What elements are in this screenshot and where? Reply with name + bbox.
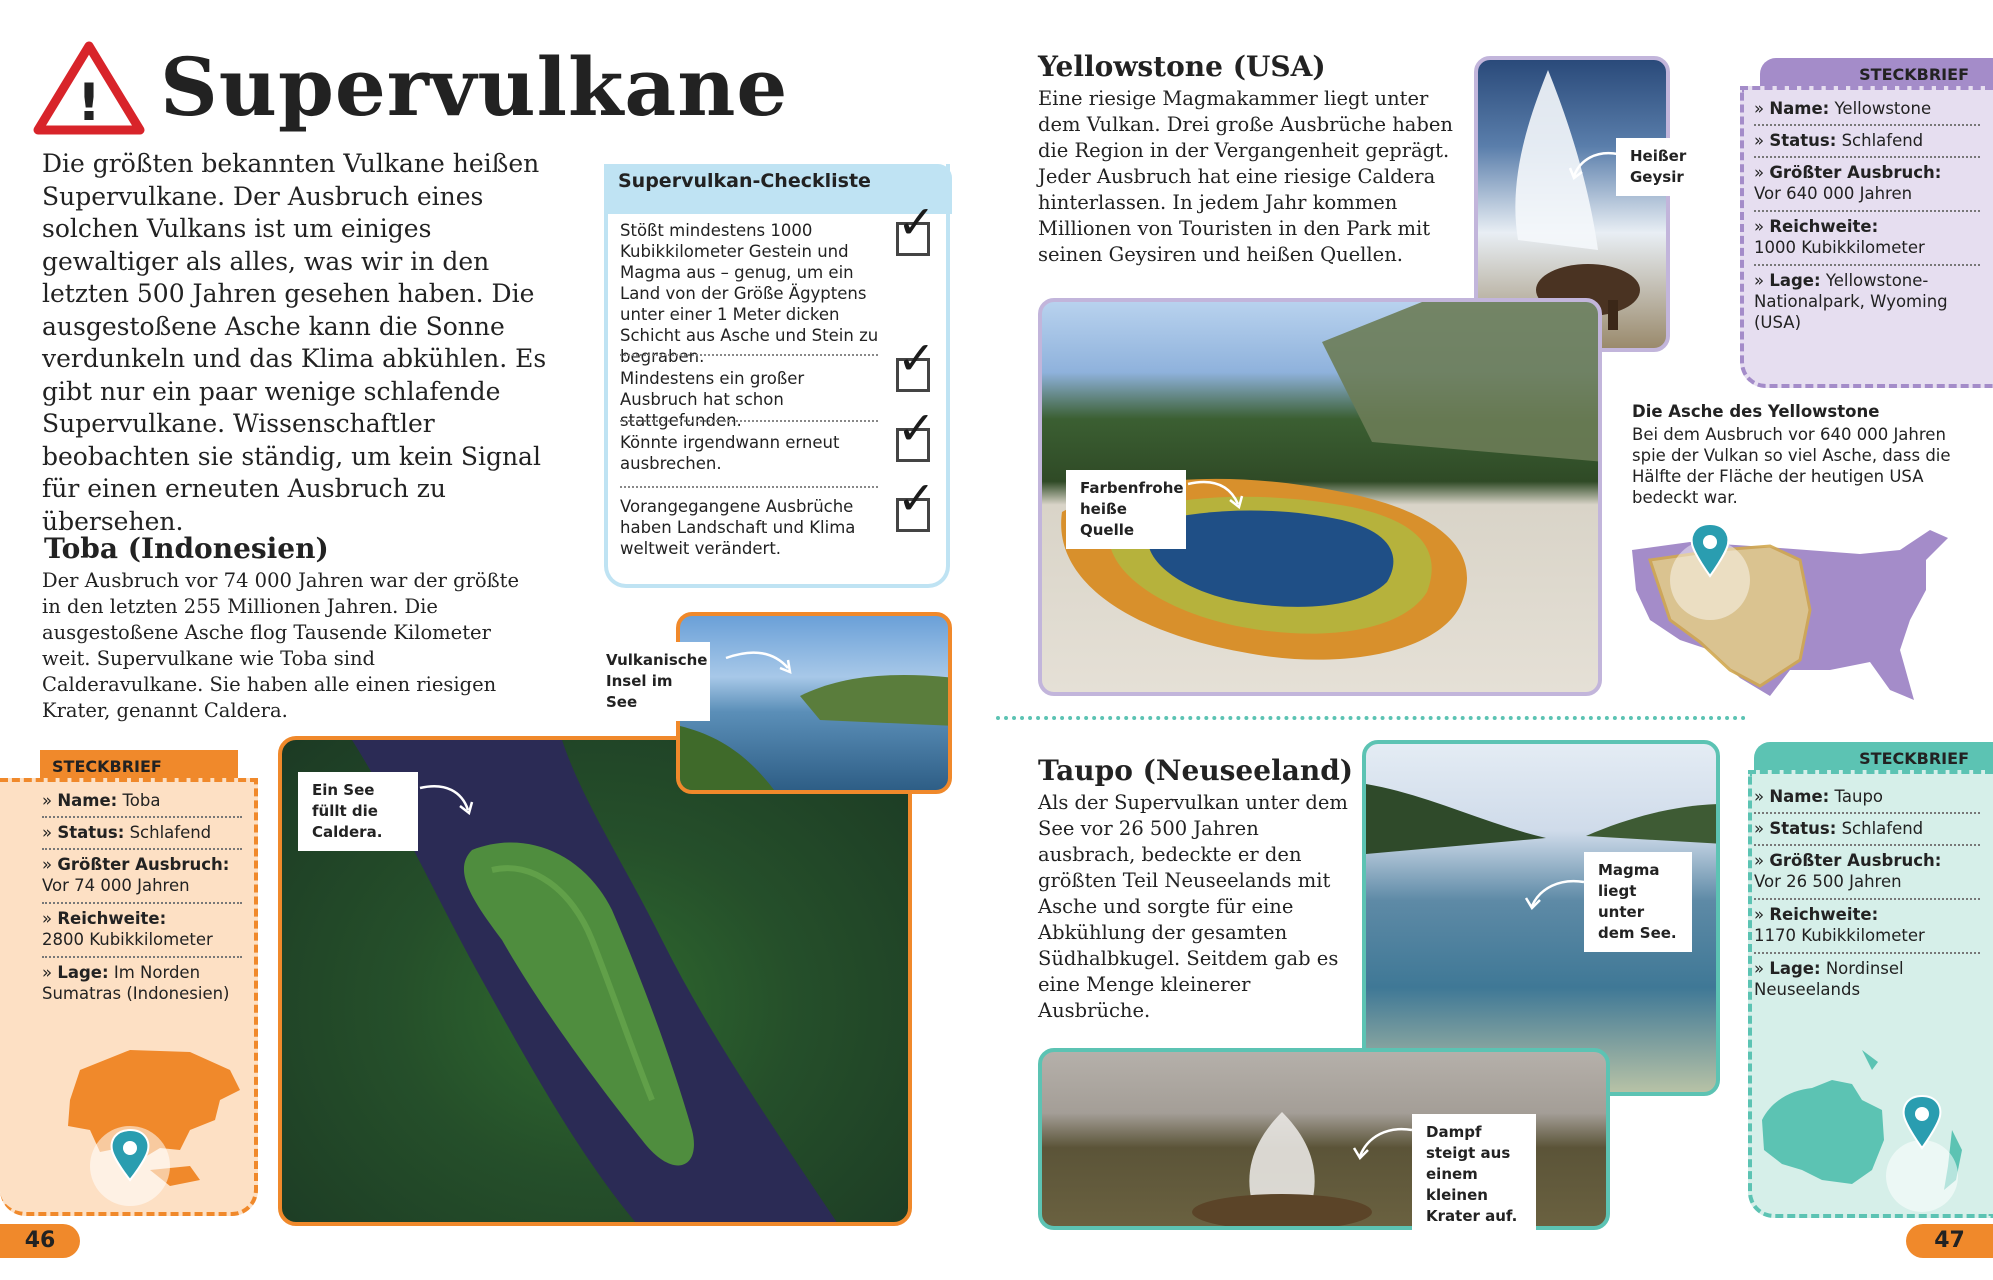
arrow-icon	[724, 648, 794, 678]
steckbrief-row: » Größter Ausbruch: Vor 640 000 Jahren	[1754, 163, 1942, 203]
steckbrief-row: » Größter Ausbruch: Vor 74 000 Jahren	[42, 855, 230, 895]
arrow-icon	[1568, 150, 1620, 182]
label-magma: Magma liegt unter dem See.	[1584, 852, 1692, 952]
divider	[1754, 844, 1980, 846]
ash-title: Die Asche des Yellowstone	[1632, 402, 1880, 421]
divider	[42, 956, 242, 958]
arrow-icon	[1186, 478, 1246, 510]
yellowstone-heading: Yellowstone (USA)	[1038, 50, 1326, 83]
divider	[1754, 898, 1980, 900]
steckbrief-row: » Größter Ausbruch: Vor 26 500 Jahren	[1754, 851, 1942, 891]
warning-icon	[32, 40, 146, 136]
steckbrief-row: » Name: Toba	[42, 791, 161, 810]
steckbrief-row: » Reichweite: 1000 Kubikkilometer	[1754, 217, 1925, 257]
steckbrief-row: » Lage: Im Norden Sumatras (Indonesien)	[42, 963, 230, 1003]
checkmark-icon: ✓	[897, 471, 936, 525]
steckbrief-row: » Lage: Yellowstone-Nationalpark, Wyoming (USA)	[1754, 271, 1948, 332]
label-steam: Dampf steigt aus einem kleinen Krater auf.	[1412, 1114, 1536, 1235]
divider	[1754, 812, 1980, 814]
steckbrief-row: » Lage: Nordinsel Neuseelands	[1754, 959, 1904, 999]
checklist-item: Stößt mindestens 1000 Kubikkilometer Gestein und Magma aus – genug, um ein Land von der Größe Ägyptens unter einer 1 Meter dicken Schicht aus Asche und Stein zu begraben.	[620, 221, 879, 366]
intro-text: Die größten bekannten Vulkane heißen Supervulkane. Der Ausbruch eines solchen Vulkans ist um einiges gewaltiger als alles, was wir in den letzten 500 Jahren gesehen haben. Die ausgestoßene Asche kann die Sonne verdunkeln und das Klima abkühlen. Es gibt nur ein paar wenige schlafende Supervulkane. Wissenschaftler beobachten sie ständig, um kein Signal für einen erneuten Ausbruch zu übersehen.	[42, 149, 547, 536]
divider	[620, 354, 878, 356]
divider	[1754, 124, 1980, 126]
divider	[620, 486, 878, 488]
checkbox	[896, 331, 936, 392]
steckbrief-tab: STECKBRIEF	[40, 750, 238, 784]
divider	[1754, 156, 1980, 158]
label-island: Vulkanische Insel im See	[592, 642, 710, 721]
checkmark-icon: ✓	[897, 195, 936, 249]
toba-heading: Toba (Indonesien)	[44, 532, 329, 565]
steckbrief-row: » Status: Schlafend	[42, 823, 212, 842]
divider	[620, 420, 878, 422]
label-hot-spring: Farbenfrohe heiße Quelle	[1066, 470, 1186, 549]
page-title: Supervulkane	[160, 40, 789, 134]
checklist-title: Supervulkan-Checkliste	[618, 170, 871, 192]
label-caldera: Ein See füllt die Caldera.	[298, 772, 418, 851]
divider	[1754, 264, 1980, 266]
checklist-item: Vorangegangene Ausbrüche haben Landschaft und Klima weltweit verändert.	[620, 497, 856, 558]
section-divider	[996, 716, 1746, 720]
arrow-icon	[1350, 1126, 1414, 1160]
checklist-item: Mindestens ein großer Ausbruch hat schon stattgefunden.	[620, 369, 805, 430]
divider	[42, 816, 242, 818]
steckbrief-row: » Reichweite: 2800 Kubikkilometer	[42, 909, 213, 949]
checkmark-icon: ✓	[897, 401, 936, 455]
divider	[42, 848, 242, 850]
label-geyser: Heißer Geysir	[1616, 138, 1720, 196]
divider	[42, 902, 242, 904]
asia-map	[40, 1030, 250, 1216]
checkbox	[896, 401, 936, 462]
yellowstone-text: Eine riesige Magmakammer liegt unter dem Vulkan. Drei große Ausbrüche haben die Region in der Vergangenheit geprägt. Jeder Ausbruch hat eine riesige Caldera hinterlassen. In jedem Jahr kommen Millionen von Touristen in den Park mit seinen Geysiren und heißen Quellen.	[1038, 87, 1453, 266]
ash-text: Bei dem Ausbruch vor 640 000 Jahren spie der Vulkan so viel Asche, dass die Hälfte der Fläche der heutigen USA bedeckt war.	[1632, 425, 1951, 507]
checklist-item: Könnte irgendwann erneut ausbrechen.	[620, 433, 840, 473]
usa-map	[1630, 520, 1950, 706]
svg-text:!: !	[77, 73, 101, 133]
page-number-left: 46	[0, 1224, 80, 1258]
steckbrief-row: » Status: Schlafend	[1754, 819, 1924, 838]
arrow-icon	[1522, 878, 1586, 910]
checkmark-icon: ✓	[897, 331, 936, 385]
arrow-icon	[416, 782, 476, 818]
checkbox	[896, 471, 936, 532]
steckbrief-row: » Status: Schlafend	[1754, 131, 1924, 150]
divider	[1754, 210, 1980, 212]
page-number-right: 47	[1906, 1224, 1993, 1258]
divider	[1754, 952, 1980, 954]
steckbrief-tab: STECKBRIEF	[1760, 58, 1993, 92]
steckbrief-row: » Reichweite: 1170 Kubikkilometer	[1754, 905, 1925, 945]
taupo-heading: Taupo (Neuseeland)	[1038, 754, 1354, 787]
steckbrief-row: » Name: Taupo	[1754, 787, 1884, 806]
toba-text: Der Ausbruch vor 74 000 Jahren war der größte in den letzten 255 Millionen Jahren. Die ausgestoßene Asche flog Tausende Kilometer weit. Supervulkane wie Toba sind Calderavulkane. Sie haben alle einen riesigen Krater, genannt Caldera.	[42, 569, 520, 722]
taupo-text: Als der Supervulkan unter dem See vor 26 500 Jahren ausbrach, bedeckte er den größten Teil Neuseelands mit Asche und sorgte für eine Abkühlung der gesamten Südhalbkugel. Seitdem gab es eine Menge kleinerer Ausbrüche.	[1038, 791, 1348, 1022]
oceania-map	[1752, 1040, 1982, 1220]
steckbrief-tab: STECKBRIEF	[1754, 742, 1993, 776]
steckbrief-row: » Name: Yellowstone	[1754, 99, 1932, 118]
toba-lake-photo	[676, 612, 952, 794]
checkbox	[896, 195, 936, 256]
